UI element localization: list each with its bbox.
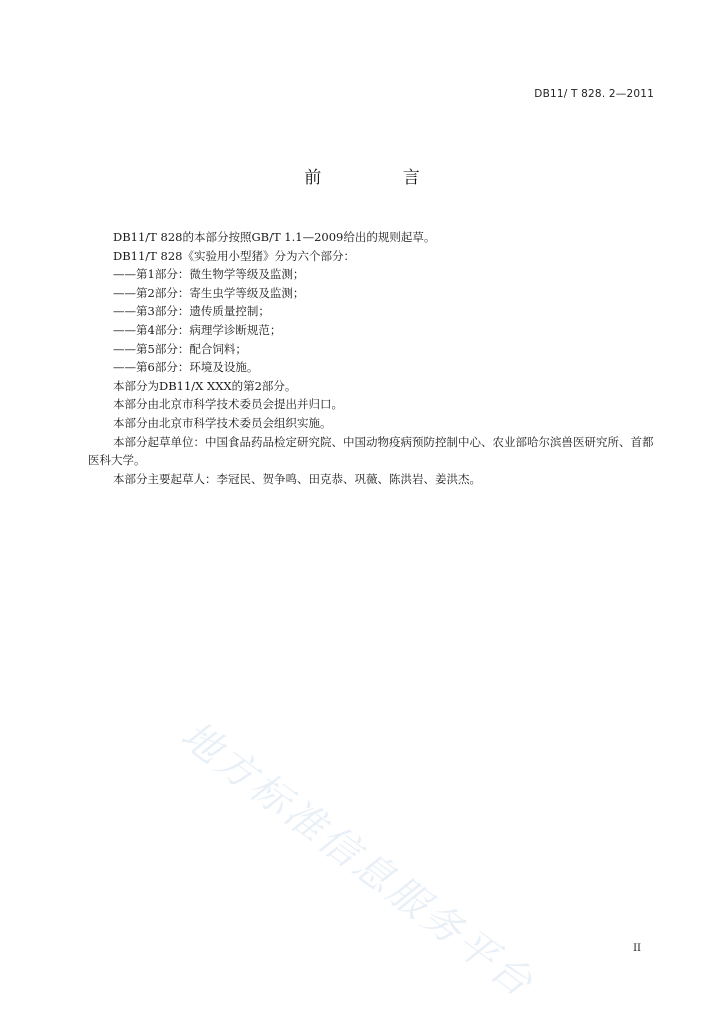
paragraph-implemented-by: 本部分由北京市科学技术委员会组织实施。 [113, 415, 332, 430]
paragraph-drafters: 本部分主要起草人：李冠民、贺争鸣、田克恭、巩薇、陈洪岩、姜洪杰。 [113, 471, 481, 486]
list-item-part-1: ——第1部分：微生物学等级及监测； [113, 267, 305, 282]
watermark: 地方标准信息服务平台 [172, 712, 543, 1008]
page-title: 前 言 [304, 168, 458, 188]
foreword-body [88, 228, 660, 488]
paragraph-part-statement: 本部分为DB11/X XXX的第2部分。 [113, 378, 297, 393]
paragraph-series-intro: DB11/T 828《实验用小型猪》分为六个部分： [113, 248, 355, 263]
document-code: DB11/ T 828. 2—2011 [534, 88, 654, 100]
list-item-part-3: ——第3部分：遗传质量控制； [113, 304, 270, 319]
list-item-part-2: ——第2部分：寄生虫学等级及监测； [113, 285, 305, 300]
paragraph-drafting-units: 本部分起草单位：中国食品药品检定研究院、中国动物疫病预防控制中心、农业部哈尔滨兽医研究所、首都医科大学。 [88, 434, 654, 468]
list-item-part-5: ——第5部分：配合饲料； [113, 341, 247, 356]
page-number: II [633, 943, 641, 954]
list-item-part-4: ——第4部分：病理学诊断规范； [113, 322, 282, 337]
paragraph-proposed-by: 本部分由北京市科学技术委员会提出并归口。 [113, 397, 343, 412]
list-item-part-6: ——第6部分：环境及设施。 [113, 360, 259, 375]
paragraph-drafting-rules: DB11/T 828的本部分按照GB/T 1.1—2009给出的规则起草。 [113, 230, 436, 244]
